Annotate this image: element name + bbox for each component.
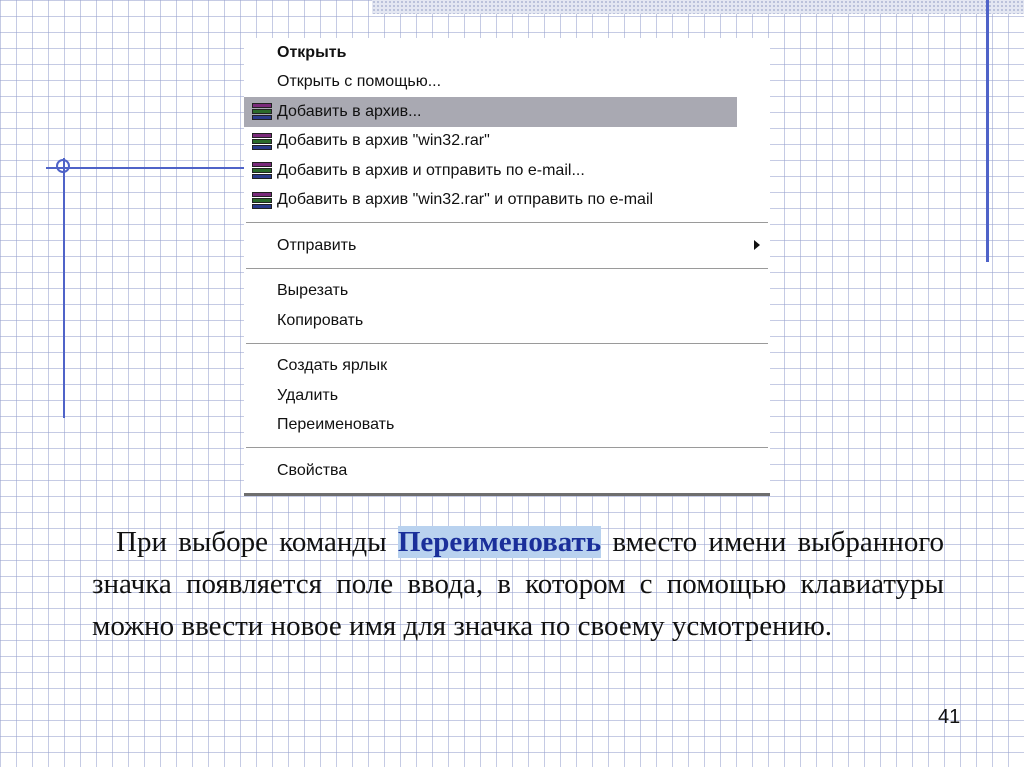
menu-item-label: Вырезать [277,282,349,300]
description-paragraph [92,521,944,647]
menu-item-label: Добавить в архив и отправить по e-mail... [277,161,585,179]
right-accent-line [986,0,989,262]
submenu-arrow-icon [754,240,760,250]
menu-item-label: Удалить [277,386,339,404]
menu-item-label: Отправить [277,236,357,254]
menu-item-add-to-archive[interactable] [244,97,737,127]
menu-item-label: Добавить в архив... [277,102,422,120]
menu-item-add-to-win32-rar[interactable] [244,127,770,157]
menu-item-open[interactable] [244,38,770,68]
menu-item-label: Добавить в архив "win32.rar" [277,132,490,150]
menu-item-cut[interactable] [244,277,770,307]
menu-item-label: Добавить в архив "win32.rar" и отправить по e-mail [277,191,654,209]
description-text-after: вместо имени выбранного значка появляется поле ввода, в котором с помощью клавиатуры можно ввести новое имя для значка по своему усмотрению. [92,526,944,642]
menu-item-add-win32-and-email[interactable] [244,186,770,216]
top-decorative-band [372,0,1024,14]
menu-item-rename[interactable] [244,411,770,441]
menu-separator [244,261,770,277]
left-accent-vertical-line [63,158,65,418]
winrar-icon [252,133,272,151]
menu-item-open-with[interactable] [244,68,770,98]
menu-item-label: Открыть [277,43,347,61]
menu-item-properties[interactable] [244,456,770,486]
context-menu [244,38,770,496]
menu-bottom-edge [244,493,770,496]
menu-item-send-to[interactable] [244,231,770,261]
menu-item-label: Копировать [277,311,364,329]
crosshair-icon [56,159,70,173]
menu-item-add-and-email[interactable] [244,156,770,186]
menu-separator [244,215,770,231]
menu-item-label: Открыть с помощью... [277,73,442,91]
winrar-icon [252,103,272,121]
menu-separator [244,336,770,352]
left-accent-horizontal-line [46,167,246,169]
menu-separator [244,440,770,456]
winrar-icon [252,192,272,210]
menu-item-label: Создать ярлык [277,357,388,375]
description-text-before: При выборе команды [116,526,398,558]
menu-item-label: Переименовать [277,416,395,434]
highlighted-command: Переименовать [397,526,602,558]
menu-item-create-shortcut[interactable] [244,352,770,382]
menu-item-label: Свойства [277,461,348,479]
menu-item-delete[interactable] [244,381,770,411]
page-number: 41 [938,706,961,728]
winrar-icon [252,162,272,180]
menu-item-copy[interactable] [244,306,770,336]
